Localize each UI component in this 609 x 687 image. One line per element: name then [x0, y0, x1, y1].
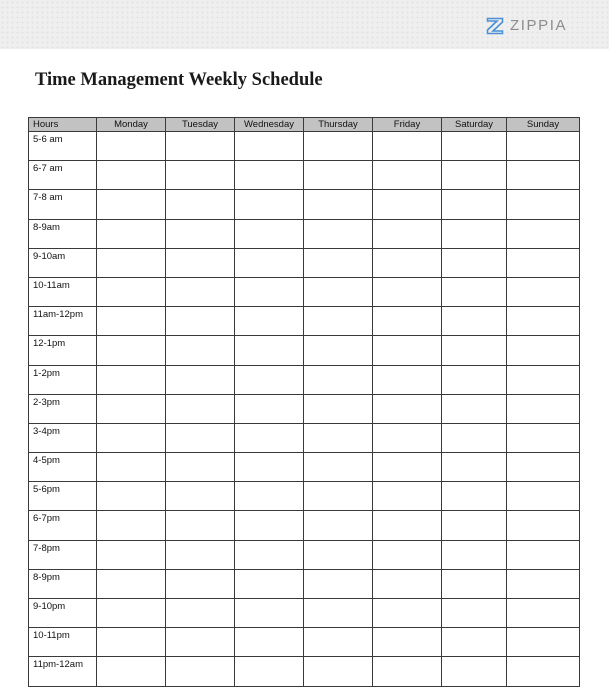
schedule-cell[interactable] — [507, 132, 580, 161]
schedule-cell[interactable] — [97, 161, 166, 190]
hour-label: 9-10pm — [29, 599, 97, 628]
schedule-cell[interactable] — [507, 599, 580, 628]
schedule-cell[interactable] — [166, 277, 235, 306]
schedule-row — [29, 423, 580, 452]
schedule-cell[interactable] — [166, 161, 235, 190]
schedule-cell[interactable] — [97, 277, 166, 306]
schedule-cell[interactable] — [235, 599, 304, 628]
schedule-cell[interactable] — [507, 482, 580, 511]
schedule-row — [29, 540, 580, 569]
schedule-cell[interactable] — [235, 453, 304, 482]
schedule-row — [29, 599, 580, 628]
schedule-cell[interactable] — [373, 307, 442, 336]
schedule-cell[interactable] — [373, 248, 442, 277]
schedule-cell[interactable] — [442, 132, 507, 161]
column-header-monday: Monday — [97, 118, 166, 132]
schedule-row — [29, 365, 580, 394]
schedule-cell[interactable] — [235, 628, 304, 657]
schedule-cell[interactable] — [442, 657, 507, 686]
schedule-row — [29, 482, 580, 511]
schedule-cell[interactable] — [304, 540, 373, 569]
column-header-wednesday: Wednesday — [235, 118, 304, 132]
schedule-cell[interactable] — [97, 628, 166, 657]
page-title: Time Management Weekly Schedule — [35, 70, 323, 90]
schedule-cell[interactable] — [507, 161, 580, 190]
schedule-row — [29, 453, 580, 482]
schedule-cell[interactable] — [97, 307, 166, 336]
hour-label: 5-6pm — [29, 482, 97, 511]
schedule-cell[interactable] — [304, 248, 373, 277]
schedule-cell[interactable] — [442, 453, 507, 482]
schedule-cell[interactable] — [442, 482, 507, 511]
schedule-cell[interactable] — [442, 277, 507, 306]
schedule-cell[interactable] — [442, 423, 507, 452]
schedule-cell[interactable] — [235, 511, 304, 540]
zippia-z-logo-icon — [486, 17, 504, 35]
schedule-cell[interactable] — [373, 482, 442, 511]
column-header-sunday: Sunday — [507, 118, 580, 132]
schedule-cell[interactable] — [304, 307, 373, 336]
schedule-cell[interactable] — [442, 628, 507, 657]
schedule-cell[interactable] — [373, 336, 442, 365]
hour-label: 3-4pm — [29, 423, 97, 452]
schedule-cell[interactable] — [235, 132, 304, 161]
schedule-row — [29, 190, 580, 219]
schedule-cell[interactable] — [442, 599, 507, 628]
hour-label: 11am-12pm — [29, 307, 97, 336]
schedule-cell[interactable] — [373, 453, 442, 482]
hour-label: 12-1pm — [29, 336, 97, 365]
schedule-cell[interactable] — [166, 628, 235, 657]
column-header-friday: Friday — [373, 118, 442, 132]
hour-label: 6-7pm — [29, 511, 97, 540]
schedule-cell[interactable] — [166, 569, 235, 598]
schedule-cell[interactable] — [373, 540, 442, 569]
schedule-row — [29, 628, 580, 657]
schedule-cell[interactable] — [507, 657, 580, 686]
schedule-cell[interactable] — [166, 307, 235, 336]
schedule-cell[interactable] — [507, 336, 580, 365]
schedule-cell[interactable] — [373, 657, 442, 686]
schedule-cell[interactable] — [442, 307, 507, 336]
column-header-saturday: Saturday — [442, 118, 507, 132]
schedule-cell[interactable] — [97, 248, 166, 277]
schedule-cell[interactable] — [373, 511, 442, 540]
schedule-cell[interactable] — [235, 190, 304, 219]
schedule-cell[interactable] — [97, 423, 166, 452]
schedule-row — [29, 132, 580, 161]
schedule-cell[interactable] — [166, 132, 235, 161]
schedule-cell[interactable] — [235, 277, 304, 306]
schedule-cell[interactable] — [166, 248, 235, 277]
schedule-cell[interactable] — [166, 540, 235, 569]
schedule-cell[interactable] — [97, 482, 166, 511]
schedule-cell[interactable] — [235, 394, 304, 423]
hour-label: 11pm-12am — [29, 657, 97, 686]
schedule-cell[interactable] — [97, 599, 166, 628]
schedule-cell[interactable] — [304, 657, 373, 686]
schedule-cell[interactable] — [166, 599, 235, 628]
schedule-cell[interactable] — [304, 277, 373, 306]
schedule-cell[interactable] — [235, 540, 304, 569]
schedule-cell[interactable] — [507, 569, 580, 598]
schedule-row — [29, 394, 580, 423]
schedule-cell[interactable] — [373, 365, 442, 394]
schedule-cell[interactable] — [166, 453, 235, 482]
schedule-cell[interactable] — [304, 569, 373, 598]
schedule-cell[interactable] — [442, 569, 507, 598]
zippia-brand[interactable] — [486, 17, 567, 35]
hour-label: 5-6 am — [29, 132, 97, 161]
hour-label: 10-11am — [29, 277, 97, 306]
schedule-cell[interactable] — [97, 365, 166, 394]
schedule-cell[interactable] — [166, 365, 235, 394]
schedule-cell[interactable] — [507, 511, 580, 540]
schedule-cell[interactable] — [304, 365, 373, 394]
schedule-cell[interactable] — [373, 423, 442, 452]
schedule-cell[interactable] — [373, 569, 442, 598]
hour-label: 7-8 am — [29, 190, 97, 219]
schedule-cell[interactable] — [304, 219, 373, 248]
schedule-cell[interactable] — [235, 219, 304, 248]
hour-label: 10-11pm — [29, 628, 97, 657]
schedule-row — [29, 511, 580, 540]
schedule-cell[interactable] — [97, 569, 166, 598]
schedule-cell[interactable] — [235, 569, 304, 598]
schedule-cell[interactable] — [442, 365, 507, 394]
schedule-cell[interactable] — [304, 482, 373, 511]
hour-label: 6-7 am — [29, 161, 97, 190]
schedule-cell[interactable] — [304, 453, 373, 482]
schedule-cell[interactable] — [166, 657, 235, 686]
schedule-cell[interactable] — [97, 219, 166, 248]
schedule-cell[interactable] — [373, 628, 442, 657]
schedule-row — [29, 219, 580, 248]
schedule-cell[interactable] — [97, 336, 166, 365]
hour-label: 8-9am — [29, 219, 97, 248]
schedule-cell[interactable] — [507, 248, 580, 277]
schedule-cell[interactable] — [507, 190, 580, 219]
schedule-cell[interactable] — [97, 394, 166, 423]
schedule-cell[interactable] — [166, 482, 235, 511]
schedule-cell[interactable] — [373, 599, 442, 628]
hour-label: 1-2pm — [29, 365, 97, 394]
schedule-cell[interactable] — [304, 336, 373, 365]
schedule-row — [29, 277, 580, 306]
schedule-cell[interactable] — [507, 423, 580, 452]
schedule-row — [29, 248, 580, 277]
schedule-cell[interactable] — [507, 540, 580, 569]
schedule-cell[interactable] — [304, 423, 373, 452]
schedule-row — [29, 336, 580, 365]
weekly-schedule-table — [28, 117, 580, 687]
schedule-cell[interactable] — [442, 161, 507, 190]
schedule-cell[interactable] — [507, 219, 580, 248]
schedule-cell[interactable] — [304, 599, 373, 628]
schedule-cell[interactable] — [442, 190, 507, 219]
hour-label: 7-8pm — [29, 540, 97, 569]
schedule-row — [29, 569, 580, 598]
schedule-cell[interactable] — [166, 394, 235, 423]
schedule-cell[interactable] — [442, 219, 507, 248]
schedule-cell[interactable] — [235, 336, 304, 365]
schedule-cell[interactable] — [304, 132, 373, 161]
schedule-body — [29, 132, 580, 687]
hour-label: 8-9pm — [29, 569, 97, 598]
schedule-cell[interactable] — [304, 161, 373, 190]
schedule-cell[interactable] — [442, 336, 507, 365]
schedule-cell[interactable] — [235, 307, 304, 336]
header-row — [29, 118, 580, 132]
schedule-cell[interactable] — [235, 657, 304, 686]
schedule-cell[interactable] — [97, 511, 166, 540]
schedule-cell[interactable] — [235, 161, 304, 190]
schedule-cell[interactable] — [507, 453, 580, 482]
column-header-tuesday: Tuesday — [166, 118, 235, 132]
schedule-cell[interactable] — [304, 628, 373, 657]
brand-name: ZIPPIA — [510, 17, 568, 34]
schedule-cell[interactable] — [507, 394, 580, 423]
schedule-cell[interactable] — [166, 423, 235, 452]
schedule-cell[interactable] — [304, 190, 373, 219]
schedule-cell[interactable] — [373, 219, 442, 248]
schedule-cell[interactable] — [235, 248, 304, 277]
schedule-cell[interactable] — [166, 511, 235, 540]
schedule-cell[interactable] — [97, 657, 166, 686]
column-header-hours: Hours — [29, 118, 97, 132]
schedule-cell[interactable] — [373, 132, 442, 161]
hour-label: 4-5pm — [29, 453, 97, 482]
schedule-cell[interactable] — [235, 482, 304, 511]
schedule-cell[interactable] — [97, 540, 166, 569]
schedule-cell[interactable] — [97, 132, 166, 161]
schedule-cell[interactable] — [235, 423, 304, 452]
schedule-cell[interactable] — [507, 628, 580, 657]
schedule-cell[interactable] — [507, 365, 580, 394]
schedule-cell[interactable] — [442, 248, 507, 277]
schedule-cell[interactable] — [373, 394, 442, 423]
schedule-cell[interactable] — [235, 365, 304, 394]
hour-label: 2-3pm — [29, 394, 97, 423]
schedule-cell[interactable] — [442, 540, 507, 569]
schedule-cell[interactable] — [97, 453, 166, 482]
schedule-cell[interactable] — [166, 336, 235, 365]
schedule-cell[interactable] — [166, 219, 235, 248]
schedule-cell[interactable] — [304, 511, 373, 540]
schedule-row — [29, 161, 580, 190]
schedule-cell[interactable] — [507, 277, 580, 306]
schedule-cell[interactable] — [97, 190, 166, 219]
schedule-cell[interactable] — [373, 190, 442, 219]
schedule-cell[interactable] — [166, 190, 235, 219]
column-header-thursday: Thursday — [304, 118, 373, 132]
schedule-cell[interactable] — [373, 161, 442, 190]
schedule-cell[interactable] — [373, 277, 442, 306]
schedule-cell[interactable] — [507, 307, 580, 336]
schedule-row — [29, 657, 580, 686]
schedule-cell[interactable] — [442, 394, 507, 423]
schedule-row — [29, 307, 580, 336]
hour-label: 9-10am — [29, 248, 97, 277]
schedule-cell[interactable] — [304, 394, 373, 423]
schedule-cell[interactable] — [442, 511, 507, 540]
